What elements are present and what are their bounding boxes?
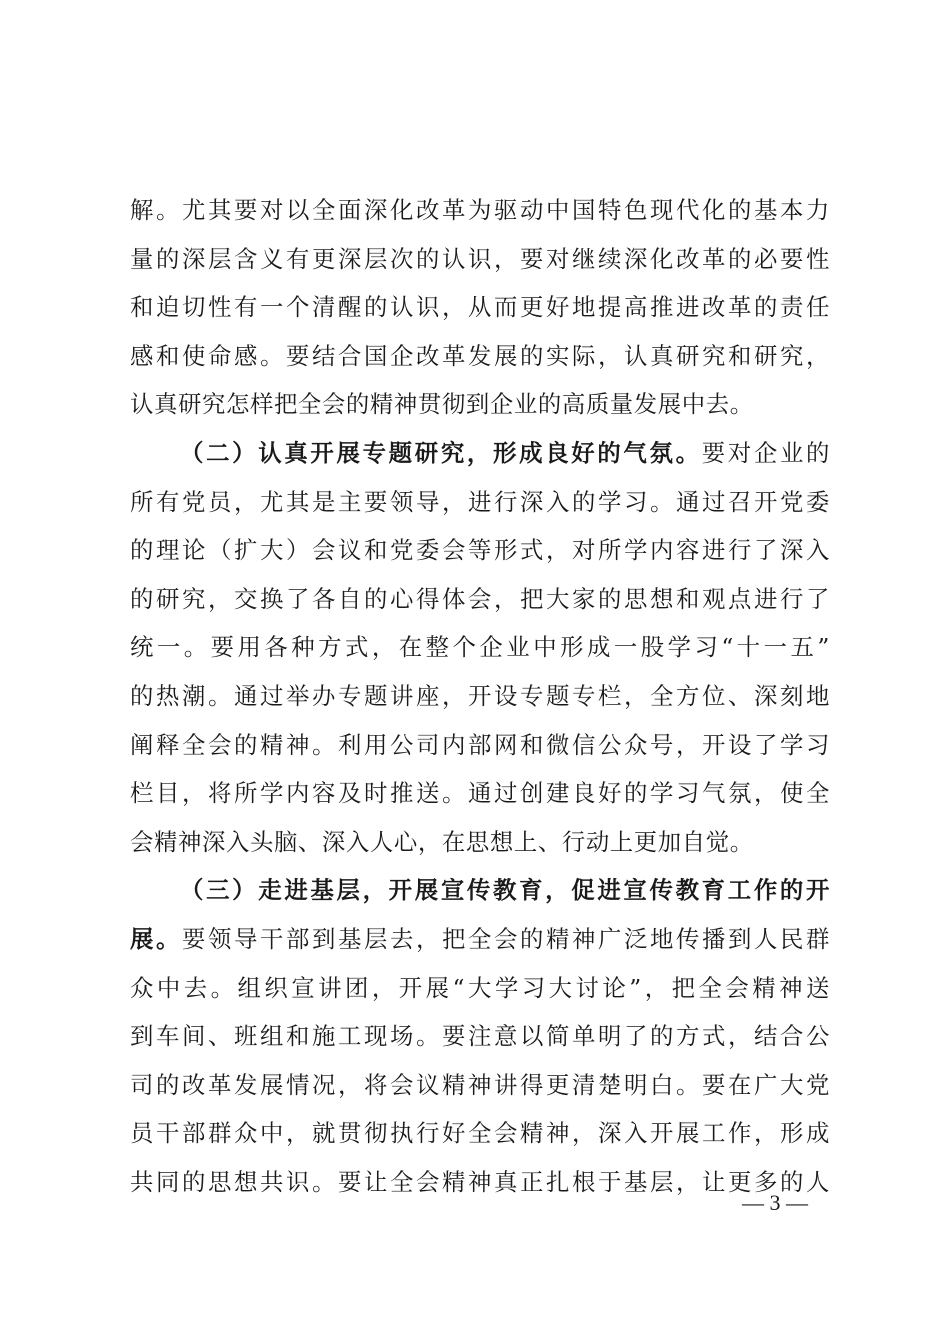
- paragraph1-line-4: 感和使命感。要结合国企改革发展的实际，认真研究和研究，: [130, 341, 830, 370]
- paragraph2-line-6: 的热潮。通过举办专题讲座，开设专题专栏，全方位、深刻地: [130, 681, 830, 710]
- paragraph3-line-3: 众中去。组织宣讲团，开展“大学习大讨论”，把全会精神送: [130, 973, 830, 1002]
- paragraph3-line-7: 共同的思想共识。要让全会精神真正扎根于基层，让更多的人: [130, 1167, 830, 1196]
- paragraph2-line-5: 统一。要用各种方式，在整个企业中形成一股学习“十一五”: [130, 633, 830, 662]
- paragraph2-line-3: 的理论（扩大）会议和党委会等形式，对所学内容进行了深入: [130, 536, 830, 565]
- page-number: — 3 —: [742, 1190, 808, 1215]
- paragraph3-line-6: 员干部群众中，就贯彻执行好全会精神，深入开展工作，形成: [130, 1119, 830, 1148]
- paragraph3-line-5: 司的改革发展情况，将会议精神讲得更清楚明白。要在广大党: [130, 1070, 830, 1099]
- paragraph2-line-8: 栏目，将所学内容及时推送。通过创建良好的学习气氛，使全: [130, 779, 830, 808]
- paragraph3-heading-end: 展。: [130, 924, 183, 953]
- body-text: [130, 186, 830, 1206]
- paragraph2-line-7: 阐释全会的精神。利用公司内部网和微信公众号，开设了学习: [130, 730, 830, 759]
- paragraph3-second-line-rest: 要领导干部到基层去，把全会的精神广泛地传播到人民群: [182, 924, 831, 953]
- paragraph2-first-line-rest: 要对企业的: [701, 438, 831, 467]
- paragraph3-line-4: 到车间、班组和施工现场。要注意以简单明了的方式，结合公: [130, 1022, 830, 1051]
- paragraph1-line-3: 和迫切性有一个清醒的认识，从而更好地提高推进改革的责任: [130, 293, 830, 322]
- paragraph2-line-2: 所有党员，尤其是主要领导，进行深入的学习。通过召开党委: [130, 487, 830, 516]
- paragraph3-heading-line-1: （三）走进基层，开展宣传教育，促进宣传教育工作的开: [180, 876, 830, 905]
- paragraph2-line-1: [130, 429, 830, 478]
- paragraph1-line-5: 认真研究怎样把全会的精神贯彻到企业的高质量发展中去。: [130, 390, 754, 419]
- paragraph2-line-9: 会精神深入头脑、深入人心，在思想上、行动上更加自觉。: [130, 827, 754, 856]
- paragraph1-line-1: 解。尤其要对以全面深化改革为驱动中国特色现代化的基本力: [130, 196, 830, 224]
- paragraph3-line-2: [130, 915, 830, 964]
- paragraph2-line-4: 的研究，交换了各自的心得体会，把大家的思想和观点进行了: [130, 584, 830, 613]
- paragraph1-line-2: 量的深层含义有更深层次的认识，要对继续深化改革的必要性: [130, 244, 830, 273]
- paragraph2-heading: （二）认真开展专题研究，形成良好的气氛。: [180, 438, 702, 467]
